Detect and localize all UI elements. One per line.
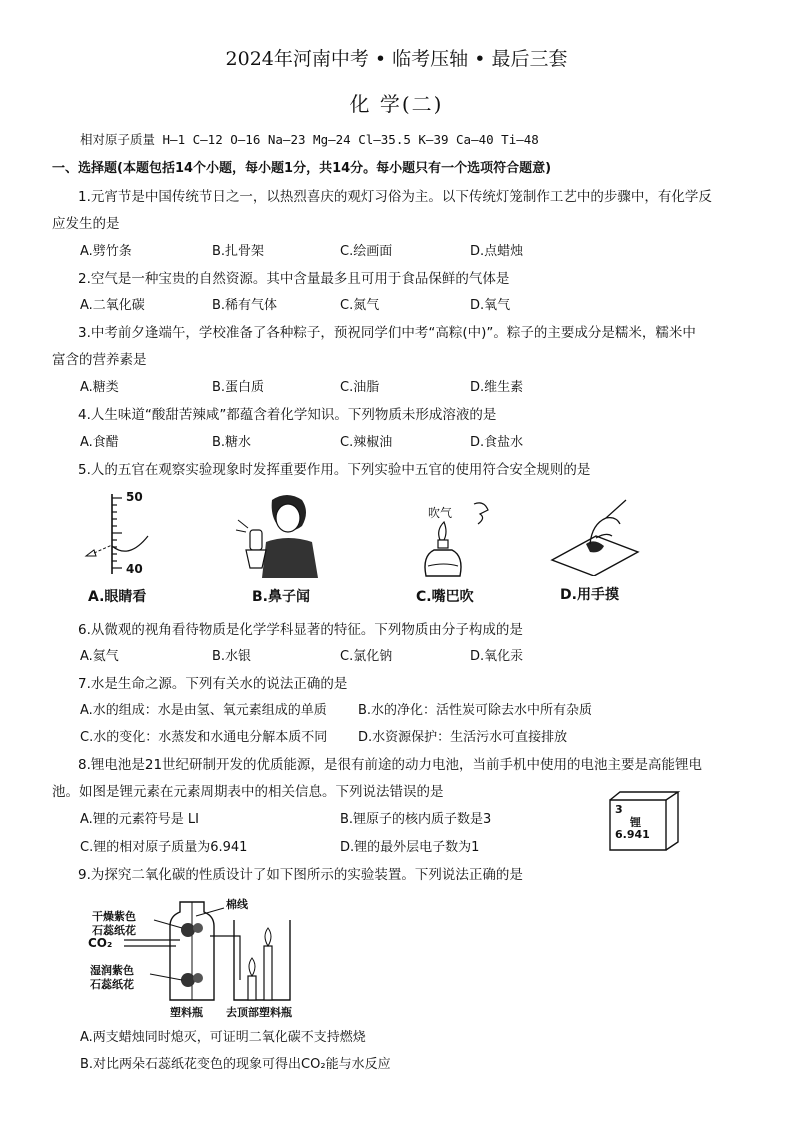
blow-label: 吹气	[428, 506, 453, 520]
label-co2-inlet: CO₂	[88, 936, 113, 950]
q6-option-c: C.氯化钠	[340, 649, 393, 664]
label-dry-flower-1: 干燥紫色	[92, 910, 136, 923]
q2-stem: 2.空气是一种宝贵的自然资源。其中含量最多且可用于食品保鲜的气体是	[78, 271, 510, 287]
exam-title: 2024年河南中考 • 临考压轴 • 最后三套	[225, 48, 568, 70]
q4-option-b: B.糖水	[212, 435, 252, 450]
q2-option-c: C.氮气	[340, 298, 380, 313]
q1-option-b: B.扎骨架	[212, 244, 265, 259]
q2-option-b: B.稀有气体	[212, 298, 278, 313]
q3-stem-line2: 富含的营养素是	[52, 352, 147, 368]
q3-option-a: A.糖类	[80, 380, 119, 395]
q5-caption-c: C.嘴巴吹	[416, 589, 474, 605]
cylinder-mark-top: 50	[126, 490, 143, 504]
figure-nose-smell	[232, 490, 332, 578]
q7-option-a: A.水的组成：水是由氢、氧元素组成的单质	[80, 703, 327, 718]
q3-option-b: B.蛋白质	[212, 380, 265, 395]
q1-stem-line2: 应发生的是	[52, 216, 120, 232]
element-atomic-number: 3	[615, 803, 623, 816]
q2-option-a: A.二氧化碳	[80, 298, 145, 313]
hand-touch-illustration	[550, 494, 640, 576]
element-name: 锂	[630, 816, 641, 829]
q7-stem: 7.水是生命之源。下列有关水的说法正确的是	[78, 676, 348, 692]
q1-option-c: C.绘画面	[340, 244, 393, 259]
q1-option-d: D.点蜡烛	[470, 244, 524, 259]
label-plastic-bottle: 塑料瓶	[170, 1006, 203, 1019]
section-heading: 一、选择题(本题包括14个小题，每小题1分，共14分。每小题只有一个选项符合题意)	[52, 161, 552, 176]
q4-stem: 4.人生味道“酸甜苦辣咸”都蕴含着化学知识。下列物质未形成溶液的是	[78, 407, 497, 423]
q4-option-a: A.食醋	[80, 435, 119, 450]
q2-option-d: D.氧气	[470, 298, 511, 313]
q7-option-c: C.水的变化：水蒸发和水通电分解本质不同	[80, 730, 328, 745]
q8-stem-line1: 8.锂电池是21世纪研制开发的优质能源，是很有前途的动力电池，当前手机中使用的电池主要是高能锂电	[78, 757, 703, 773]
label-wet-flower-1: 湿润紫色	[90, 964, 134, 977]
label-wet-flower-2: 石蕊纸花	[90, 978, 134, 991]
q9-stem: 9.为探究二氧化碳的性质设计了如下图所示的实验装置。下列说法正确的是	[78, 867, 523, 883]
q5-caption-d: D.用手摸	[560, 587, 619, 603]
element-mass: 6.941	[615, 828, 650, 841]
q5-caption-b: B.鼻子闻	[252, 589, 310, 605]
figure-eye-reading	[84, 490, 194, 578]
q1-option-a: A.劈竹条	[80, 244, 132, 259]
q8-option-b: B.锂原子的核内质子数是3	[340, 812, 492, 827]
q8-option-c: C.锂的相对原子质量为6.941	[80, 840, 248, 855]
cylinder-mark-bottom: 40	[126, 562, 143, 576]
person-smelling-illustration	[232, 490, 332, 578]
q8-option-d: D.锂的最外层电子数为1	[340, 840, 480, 855]
co2-apparatus-diagram	[84, 896, 314, 1020]
element-cell-frame	[608, 790, 684, 852]
q3-option-d: D.维生素	[470, 380, 524, 395]
q5-stem: 5.人的五官在观察实验现象时发挥重要作用。下列实验中五官的使用符合安全规则的是	[78, 462, 591, 478]
figure-mouth-blow	[414, 496, 504, 580]
q9-option-a: A.两支蜡烛同时熄灭，可证明二氧化碳不支持燃烧	[80, 1030, 366, 1045]
q7-option-d: D.水资源保护：生活污水可直接排放	[358, 730, 568, 745]
subject-title: 化 学(二)	[349, 92, 444, 116]
q6-stem: 6.从微观的视角看待物质是化学学科显著的特征。下列物质由分子构成的是	[78, 622, 523, 638]
label-dry-flower-2: 石蕊纸花	[92, 924, 136, 937]
q3-option-c: C.油脂	[340, 380, 380, 395]
figure-hand-touch	[550, 494, 640, 576]
q3-stem-line1: 3.中考前夕逢端午，学校准备了各种粽子，预祝同学们中考“高粽(中)”。粽子的主要成分是糯米，糯米中	[78, 325, 696, 341]
label-cotton-thread: 棉线	[226, 898, 248, 911]
q6-option-d: D.氧化汞	[470, 649, 524, 664]
q8-stem-line2: 池。如图是锂元素在元素周期表中的相关信息。下列说法错误的是	[52, 784, 444, 800]
q4-option-c: C.辣椒油	[340, 435, 393, 450]
atomic-masses: 相对原子质量 H—1 C—12 O—16 Na—23 Mg—24 Cl—35.5 K—39 Ca—40 Ti—48	[80, 132, 539, 147]
label-topless-bottle: 去顶部塑料瓶	[226, 1006, 292, 1019]
q4-option-d: D.食盐水	[470, 435, 524, 450]
q6-option-a: A.氦气	[80, 649, 119, 664]
q6-option-b: B.水银	[212, 649, 252, 664]
lithium-element-cell	[608, 790, 684, 852]
q1-stem-line1: 1.元宵节是中国传统节日之一，以热烈喜庆的观灯习俗为主。以下传统灯笼制作工艺中的步骤中，有化学反	[78, 189, 712, 205]
q7-option-b: B.水的净化：活性炭可除去水中所有杂质	[358, 703, 593, 718]
q9-option-b: B.对比两朵石蕊纸花变色的现象可得出CO₂能与水反应	[80, 1057, 391, 1072]
q5-caption-a: A.眼睛看	[88, 589, 147, 605]
q8-option-a: A.锂的元素符号是 LI	[80, 812, 200, 827]
